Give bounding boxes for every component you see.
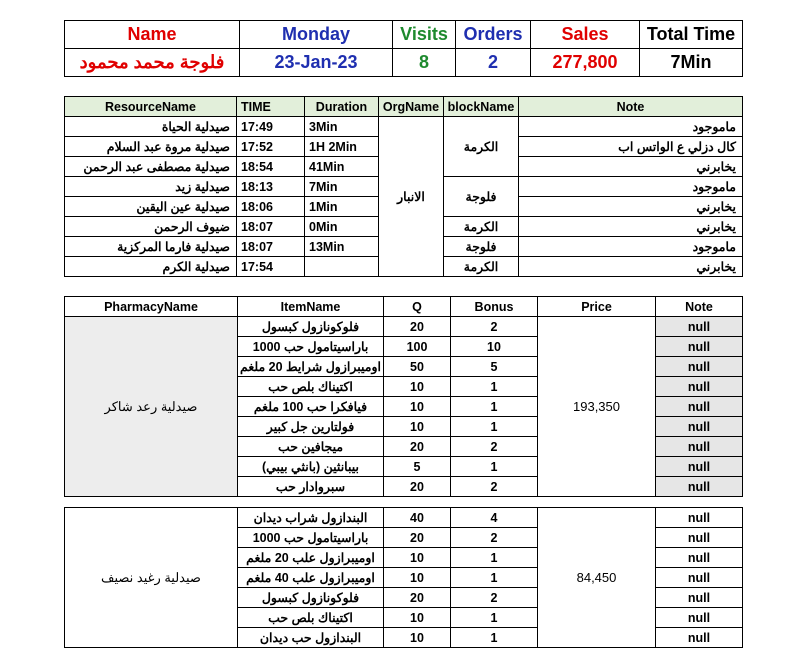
block-name-cell: الكرمة: [444, 117, 519, 177]
item-quantity: 10: [384, 397, 451, 417]
visit-time: 17:49: [237, 117, 305, 137]
item-bonus: 2: [451, 437, 538, 457]
pharmacy-name: صيدلية رعد شاكر: [65, 317, 238, 497]
item-name: ميجافين حب: [238, 437, 384, 457]
block-name-cell: فلوجة: [444, 237, 519, 257]
item-bonus: 2: [451, 528, 538, 548]
item-note: null: [656, 457, 743, 477]
summary-visits-value: 8: [393, 49, 456, 77]
org-name-header: OrgName: [379, 97, 444, 117]
item-name: فلوكونازول كبسول: [238, 317, 384, 337]
duration-header: Duration: [305, 97, 379, 117]
visit-duration: 1H 2Min: [305, 137, 379, 157]
item-quantity: 10: [384, 568, 451, 588]
order-price: 193,350: [538, 317, 656, 497]
visit-duration: 0Min: [305, 217, 379, 237]
item-name: البندازول حب ديدان: [238, 628, 384, 648]
item-note: null: [656, 477, 743, 497]
visit-note: يخابرني: [519, 217, 743, 237]
visit-note: يخابرني: [519, 257, 743, 277]
summary-sales-header: Sales: [531, 21, 640, 49]
item-quantity: 20: [384, 477, 451, 497]
visit-note: يخابرني: [519, 197, 743, 217]
bonus-header: Bonus: [451, 297, 538, 317]
item-note: null: [656, 337, 743, 357]
visit-time: 18:07: [237, 237, 305, 257]
item-quantity: 20: [384, 317, 451, 337]
item-note: null: [656, 377, 743, 397]
visit-time: 18:13: [237, 177, 305, 197]
org-name-cell: الانبار: [379, 117, 444, 277]
resource-name: صيدلية زيد: [65, 177, 237, 197]
visit-time: 18:07: [237, 217, 305, 237]
summary-date-value: 23-Jan-23: [240, 49, 393, 77]
order-price: 84,450: [538, 508, 656, 648]
item-name: اوميبرازول علب 40 ملغم: [238, 568, 384, 588]
block-name-cell: الكرمة: [444, 257, 519, 277]
item-note: null: [656, 397, 743, 417]
item-name: باراسيتامول حب 1000: [238, 528, 384, 548]
order-item-row: [65, 317, 743, 337]
orders-header-row: [65, 297, 743, 317]
item-note: null: [656, 437, 743, 457]
item-note: null: [656, 608, 743, 628]
resource-name: ضيوف الرحمن: [65, 217, 237, 237]
visit-note: ماموجود: [519, 237, 743, 257]
visits-table: [64, 96, 743, 277]
item-name: بيبانثين (بانثي بيبي): [238, 457, 384, 477]
orders-table: [64, 296, 743, 497]
item-quantity: 20: [384, 437, 451, 457]
item-note: null: [656, 548, 743, 568]
visit-duration: [305, 257, 379, 277]
item-quantity: 50: [384, 357, 451, 377]
resource-name: صيدلية الكرم: [65, 257, 237, 277]
resource-name: صيدلية مروة عبد السلام: [65, 137, 237, 157]
item-note: null: [656, 357, 743, 377]
item-name: فيافكرا حب 100 ملغم: [238, 397, 384, 417]
item-note: null: [656, 417, 743, 437]
visits-header-row: [65, 97, 743, 117]
visit-note: ماموجود: [519, 177, 743, 197]
visit-duration: 1Min: [305, 197, 379, 217]
summary-total-time-value: 7Min: [640, 49, 743, 77]
visit-note-header: Note: [519, 97, 743, 117]
item-quantity: 10: [384, 608, 451, 628]
item-note: null: [656, 568, 743, 588]
item-name: اكتيناك بلص حب: [238, 377, 384, 397]
visit-time: 17:52: [237, 137, 305, 157]
item-name-header: ItemName: [238, 297, 384, 317]
item-bonus: 1: [451, 457, 538, 477]
item-note: null: [656, 508, 743, 528]
item-name: سبروادار حب: [238, 477, 384, 497]
summary-table: [64, 20, 743, 77]
item-bonus: 1: [451, 417, 538, 437]
visit-time: 18:06: [237, 197, 305, 217]
resource-name: صيدلية الحياة: [65, 117, 237, 137]
item-bonus: 2: [451, 588, 538, 608]
item-name: اوميبرازول شرايط 20 ملغم: [238, 357, 384, 377]
summary-day-header: Monday: [240, 21, 393, 49]
item-quantity: 20: [384, 588, 451, 608]
item-bonus: 2: [451, 477, 538, 497]
visit-duration: 13Min: [305, 237, 379, 257]
item-bonus: 1: [451, 377, 538, 397]
price-header: Price: [538, 297, 656, 317]
item-bonus: 1: [451, 568, 538, 588]
summary-sales-value: 277,800: [531, 49, 640, 77]
item-name: اكتيناك بلص حب: [238, 608, 384, 628]
block-name-cell: الكرمة: [444, 217, 519, 237]
resource-name: صيدلية عين اليقين: [65, 197, 237, 217]
block-name-header: blockName: [444, 97, 519, 117]
orders-table: [64, 507, 743, 648]
item-note: null: [656, 528, 743, 548]
summary-value-row: [65, 49, 743, 77]
visit-time: 17:54: [237, 257, 305, 277]
summary-visits-header: Visits: [393, 21, 456, 49]
item-note: null: [656, 588, 743, 608]
item-bonus: 4: [451, 508, 538, 528]
summary-total-time-header: Total Time: [640, 21, 743, 49]
item-quantity: 10: [384, 417, 451, 437]
item-name: فولتارين جل كبير: [238, 417, 384, 437]
item-name: اوميبرازول علب 20 ملغم: [238, 548, 384, 568]
item-quantity: 10: [384, 548, 451, 568]
visit-duration: 41Min: [305, 157, 379, 177]
summary-name-header: Name: [65, 21, 240, 49]
item-quantity: 10: [384, 377, 451, 397]
quantity-header: Q: [384, 297, 451, 317]
visit-note: يخابرني: [519, 157, 743, 177]
pharmacy-name: صيدلية رغيد نصيف: [65, 508, 238, 648]
item-bonus: 1: [451, 608, 538, 628]
item-name: فلوكونازول كبسول: [238, 588, 384, 608]
resource-name: صيدلية فارما المركزية: [65, 237, 237, 257]
item-quantity: 10: [384, 628, 451, 648]
visit-row: [65, 117, 743, 137]
visit-note: كال دزلي ع الواتس اب: [519, 137, 743, 157]
summary-orders-value: 2: [456, 49, 531, 77]
resource-name-header: ResourceName: [65, 97, 237, 117]
item-quantity: 100: [384, 337, 451, 357]
summary-header-row: [65, 21, 743, 49]
time-header: TIME: [237, 97, 305, 117]
item-quantity: 40: [384, 508, 451, 528]
summary-orders-header: Orders: [456, 21, 531, 49]
visit-duration: 3Min: [305, 117, 379, 137]
order-item-row: [65, 508, 743, 528]
item-quantity: 20: [384, 528, 451, 548]
item-bonus: 10: [451, 337, 538, 357]
item-note: null: [656, 628, 743, 648]
pharmacy-name-header: PharmacyName: [65, 297, 238, 317]
item-quantity: 5: [384, 457, 451, 477]
visit-time: 18:54: [237, 157, 305, 177]
item-name: باراسيتامول حب 1000: [238, 337, 384, 357]
resource-name: صيدلية مصطفى عبد الرحمن: [65, 157, 237, 177]
summary-name-value: فلوجة محمد محمود: [65, 49, 240, 77]
block-name-cell: فلوجة: [444, 177, 519, 217]
order-note-header: Note: [656, 297, 743, 317]
visit-note: ماموجود: [519, 117, 743, 137]
item-bonus: 1: [451, 628, 538, 648]
item-note: null: [656, 317, 743, 337]
item-bonus: 1: [451, 548, 538, 568]
item-bonus: 1: [451, 397, 538, 417]
item-bonus: 2: [451, 317, 538, 337]
visit-duration: 7Min: [305, 177, 379, 197]
item-name: البندازول شراب ديدان: [238, 508, 384, 528]
item-bonus: 5: [451, 357, 538, 377]
